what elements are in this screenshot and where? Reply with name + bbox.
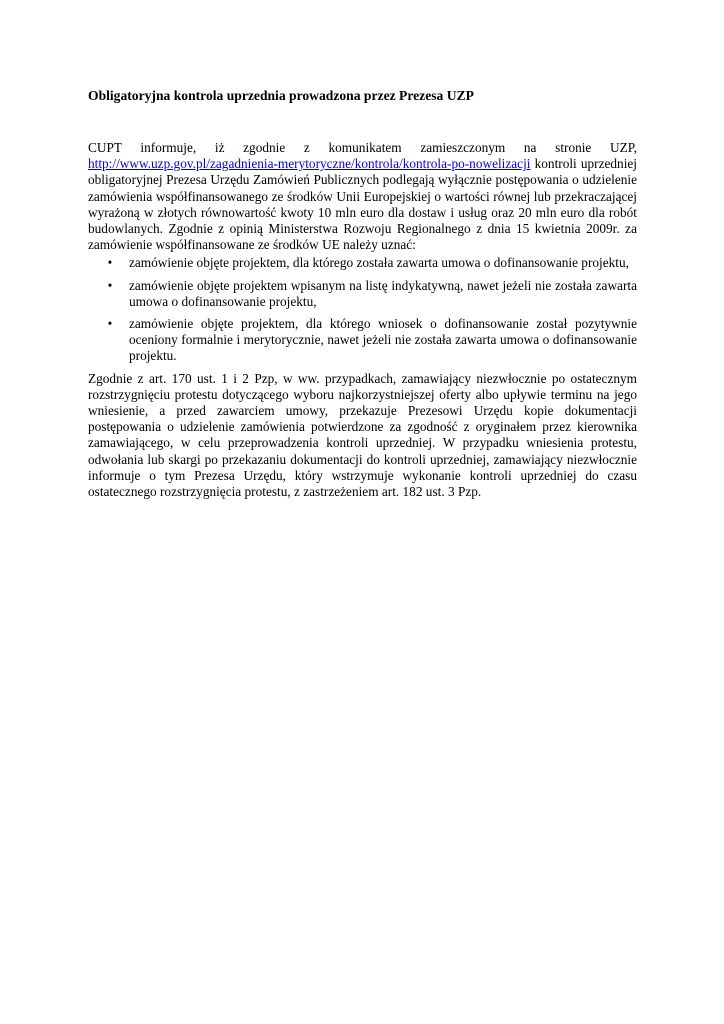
- list-item-text: zamówienie objęte projektem wpisanym na listę indykatywną, nawet jeżeli nie została zawarta umowa o dofinansowanie projektu,: [129, 277, 637, 309]
- bullet-icon: •: [107, 277, 113, 293]
- document-body: [88, 87, 637, 500]
- intro-paragraph: [88, 140, 637, 253]
- bullet-icon: •: [107, 255, 113, 271]
- list-item-text: zamówienie objęte projektem, dla którego została zawarta umowa o dofinansowanie projektu,: [129, 255, 629, 271]
- list-item: [88, 255, 637, 271]
- list-item: [88, 316, 637, 365]
- list-item-text: zamówienie objęte projektem, dla którego wniosek o dofinansowanie został pozytywnie oceniony formalnie i merytorycznie, nawet jeżeli nie została zawarta umowa o dofinansowanie projektu.: [129, 316, 637, 364]
- intro-text-before-link: CUPT informuje, iż zgodnie z komunikatem zamieszczonym na stronie UZP,: [88, 140, 637, 155]
- closing-paragraph: Zgodnie z art. 170 ust. 1 i 2 Pzp, w ww. przypadkach, zamawiający niezwłocznie po ostatecznym rozstrzygnięciu protestu dotyczącego wyboru najkorzystniejszej oferty albo upływie terminu na jego wniesienie, a przed zawarciem umowy, przekazuje Prezesowi Urzędu kopie dokumentacji postępowania o udzielenie zamówienia potwierdzone za zgodność z oryginałem przez kierownika zamawiającego, w celu przeprowadzenia kontroli uprzedniej. W przypadku wniesienia protestu, odwołania lub skargi po przekazaniu dokumentacji do kontroli uprzedniej, zamawiający niezwłocznie informuje o tym Prezesa Urzędu, który wstrzymuje wykonanie kontroli uprzedniej do czasu ostatecznego rozstrzygnięcia protestu, z zastrzeżeniem art. 182 ust. 3 Pzp.: [88, 370, 637, 500]
- uzp-link[interactable]: http://www.uzp.gov.pl/zagadnienia-merytoryczne/kontrola/kontrola-po-nowelizacji: [88, 156, 531, 172]
- list-item: [88, 278, 637, 310]
- intro-text-after-link: kontroli uprzedniej obligatoryjnej Prezesa Urzędu Zamówień Publicznych podlegają wyłącznie postępowania o udzielenie zamówienia współfinansowanego ze środków Unii Europejskiej o wartości równej lub przekraczającej wyrażoną w złotych równowartość kwoty 10 mln euro dla dostaw i usług oraz 20 mln euro dla robót budowlanych. Zgodnie z opinią Ministerstwa Rozwoju Regionalnego z dnia 15 kwietnia 2009r. za zamówienie współfinansowane ze środków UE należy uznać:: [88, 156, 637, 253]
- criteria-list: [88, 255, 637, 364]
- bullet-icon: •: [107, 316, 113, 332]
- document-title: Obligatoryjna kontrola uprzednia prowadzona przez Prezesa UZP: [88, 88, 474, 103]
